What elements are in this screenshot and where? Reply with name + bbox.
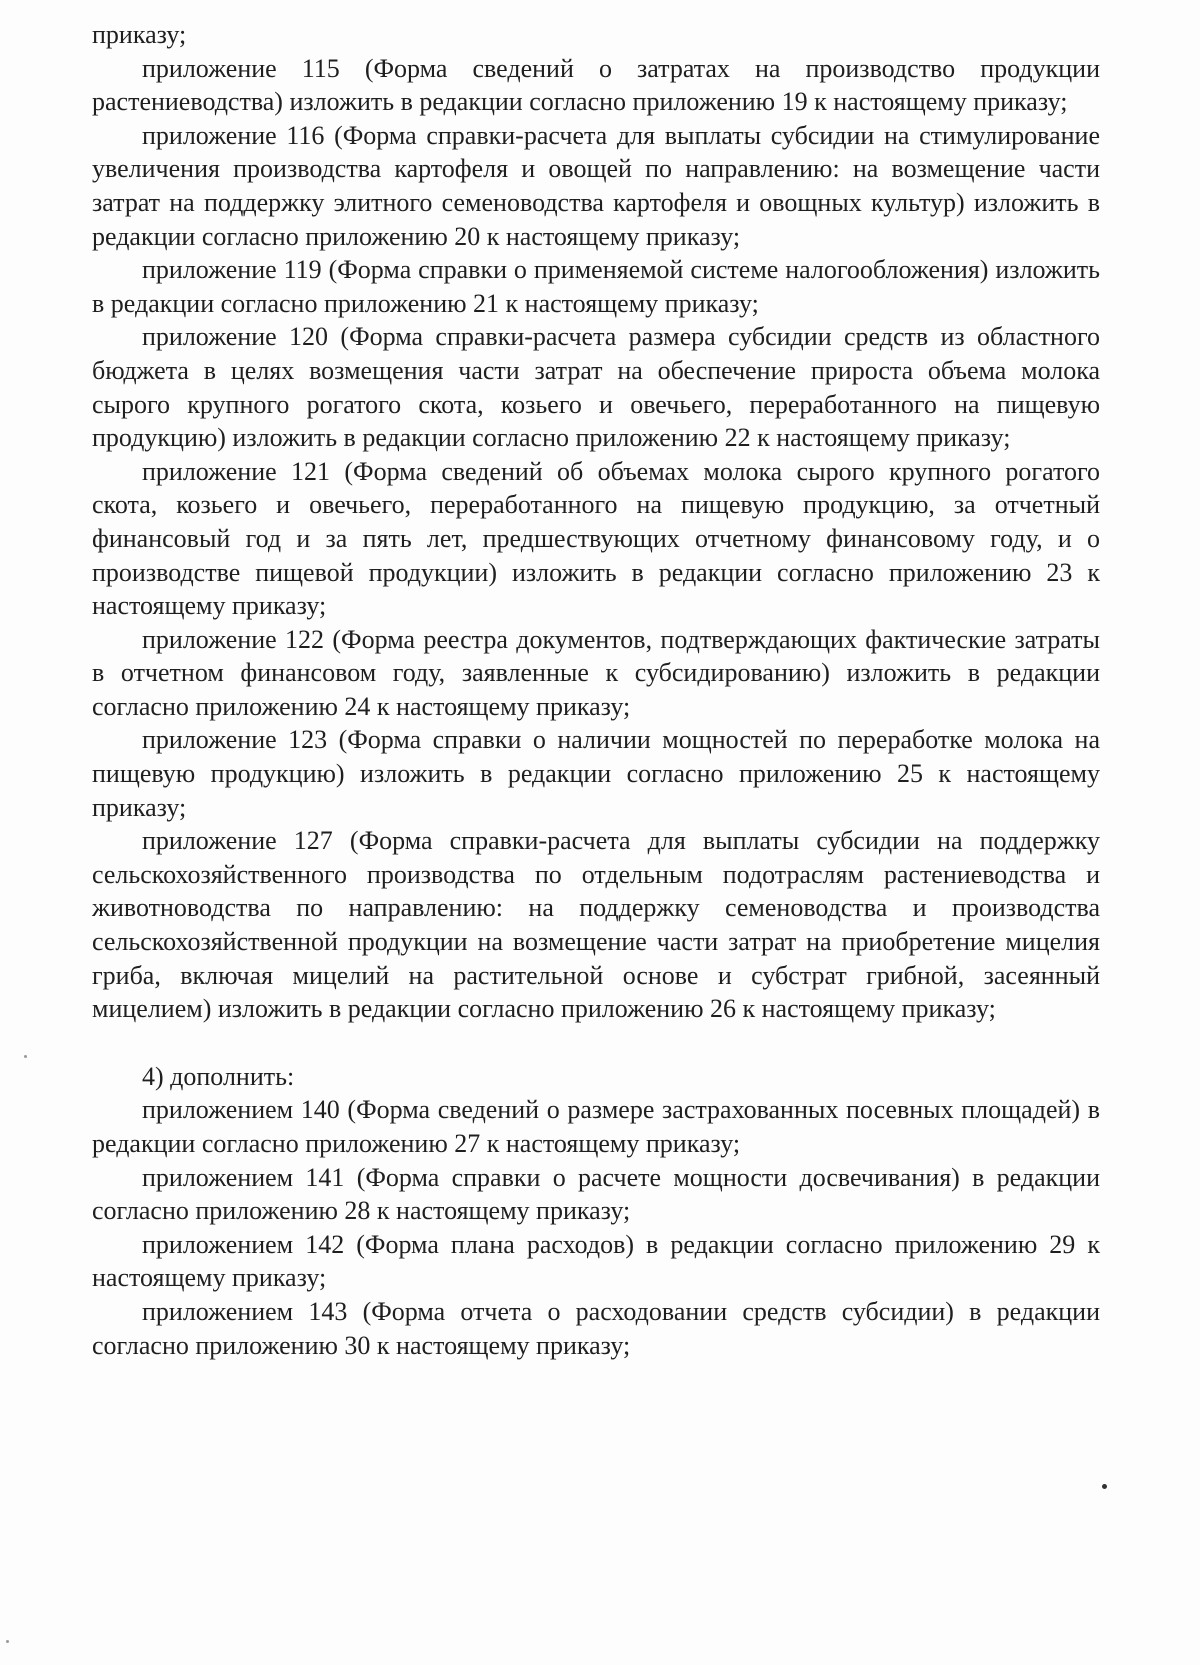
paragraph-appendix-121: приложение 121 (Форма сведений об объемах молока сырого крупного рогатого скота, козьего и овечьего, переработанного на пищевую продукцию, за отчетный финансовый год и за пять лет, предшествующих отчетному финансовому году, и о производстве пищевой продукции) изложить в редакции согласно приложению 23 к настоящему приказу;: [92, 456, 1100, 621]
paragraph-appendix-127: приложение 127 (Форма справки-расчета для выплаты субсидии на поддержку сельскохозяйственного производства по отдельным подотраслям растениеводства и животноводства по направлению: на поддержку семеноводства и производства сельскохозяйственной продукции на возмещение части затрат на приобретение мицелия гриба, включая мицелий на растительной основе и субстрат грибной, засеянный мицелием) изложить в редакции согласно приложению 26 к настоящему приказу;: [92, 826, 1100, 1024]
paragraph-appendix-143: приложением 143 (Форма отчета о расходовании средств субсидии) в редакции согласно приложению 30 к настоящему приказу;: [92, 1296, 1100, 1360]
paragraph-continuation: приказу;: [92, 20, 187, 49]
scan-speck-mark: [6, 1640, 9, 1643]
scan-dot-mark: [1102, 1484, 1107, 1489]
document-body: [92, 18, 1100, 1362]
paragraph-appendix-140: приложением 140 (Форма сведений о размере застрахованных посевных площадей) в редакции согласно приложению 27 к настоящему приказу;: [92, 1095, 1100, 1158]
paragraph-appendix-122: приложение 122 (Форма реестра документов, подтверждающих фактические затраты в отчетном финансовом году, заявленные к субсидированию) изложить в редакции согласно приложению 24 к настоящему приказу;: [92, 624, 1100, 721]
paragraph-appendix-119: приложение 119 (Форма справки о применяемой системе налогообложения) изложить в редакции согласно приложению 21 к настоящему приказу;: [92, 255, 1100, 318]
paragraph-appendix-116: приложение 116 (Форма справки-расчета для выплаты субсидии на стимулирование увеличения производства картофеля и овощей по направлению: на возмещение части затрат на поддержку элитного семеноводства картофеля и овощных культур) изложить в редакции согласно приложению 20 к настоящему приказу;: [92, 120, 1100, 251]
scan-speck-mark: [24, 1055, 27, 1058]
paragraph-appendix-120: приложение 120 (Форма справки-расчета размера субсидии средств из областного бюджета в целях возмещения части затрат на обеспечение прироста объема молока сырого крупного рогатого скота, козьего и овечьего, переработанного на пищевую продукцию) изложить в редакции согласно приложению 22 к настоящему приказу;: [92, 322, 1100, 453]
paragraph-appendix-115: приложение 115 (Форма сведений о затратах на производство продукции растениеводства) изложить в редакции согласно приложению 19 к настоящему приказу;: [92, 53, 1100, 117]
paragraph-appendix-123: приложение 123 (Форма справки о наличии мощностей по переработке молока на пищевую продукцию) изложить в редакции согласно приложению 25 к настоящему приказу;: [92, 725, 1100, 822]
paragraph-appendix-142: приложением 142 (Форма плана расходов) в редакции согласно приложению 29 к настоящему приказу;: [92, 1229, 1100, 1293]
paragraph-item-4-heading: 4) дополнить:: [142, 1061, 295, 1091]
paragraph-appendix-141: приложением 141 (Форма справки о расчете мощности досвечивания) в редакции согласно приложению 28 к настоящему приказу;: [92, 1162, 1100, 1226]
